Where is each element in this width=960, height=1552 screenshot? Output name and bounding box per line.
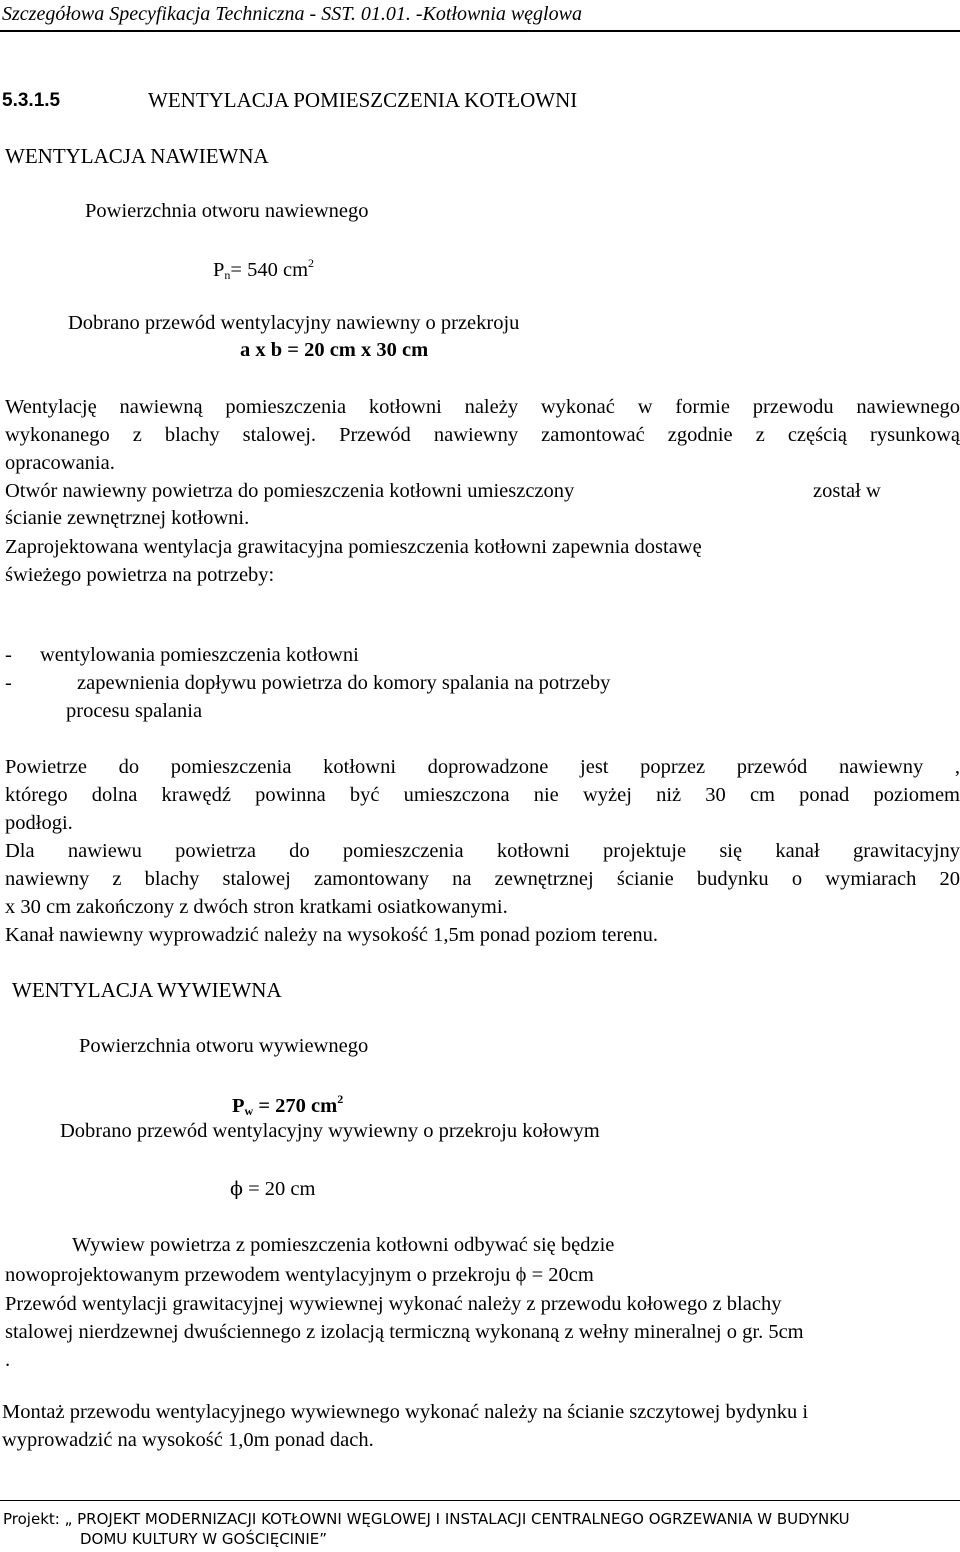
bullet-2-text: zapewnienia dopływu powietrza do komory spalania na potrzeby <box>77 672 611 694</box>
supply-dimensions: a x b = 20 cm x 30 cm <box>240 339 429 361</box>
formula-value: = 540 cm <box>230 259 309 281</box>
supply-p4-line2: którego dolna krawędź powinna być umieszczona nie wyżej niż 30 cm ponad poziomem <box>5 784 960 806</box>
supply-chosen-duct: Dobrano przewód wentylacyjny nawiewny o przekroju <box>68 312 520 334</box>
supply-p2-line1-left: Otwór nawiewny powietrza do pomieszczenia kotłowni umieszczony <box>5 480 575 502</box>
formula-subscript: n <box>224 268 231 282</box>
formula-superscript: 2 <box>308 256 315 270</box>
exhaust-area-label: Powierzchnia otworu wywiewnego <box>79 1035 369 1057</box>
supply-heading: WENTYLACJA NAWIEWNA <box>5 144 269 168</box>
formula-subscript: w <box>244 1104 254 1118</box>
supply-p5-line4: Kanał nawiewny wyprowadzić należy na wysokość 1,5m ponad poziom terenu. <box>5 924 658 946</box>
exhaust-chosen-duct: Dobrano przewód wentylacyjny wywiewny o przekroju kołowym <box>60 1120 600 1142</box>
supply-p5-line3: x 30 cm zakończony z dwóch stron kratkami osiatkowanymi. <box>5 896 508 918</box>
exhaust-p2-line2: stalowej nierdzewnej dwuściennego z izolacją termiczną wykonaną z wełny mineralnej o gr. 5cm <box>5 1321 804 1343</box>
exhaust-p3-line1: Montaż przewodu wentylacyjnego wywiewnego wykonać należy na ścianie szczytowej bydynku i <box>2 1401 809 1423</box>
supply-p4-line1: Powietrze do pomieszczenia kotłowni doprowadzone jest poprzez przewód nawiewny , <box>5 756 960 778</box>
supply-p1-line3: opracowania. <box>5 452 115 474</box>
exhaust-p2-line1: Przewód wentylacji grawitacyjnej wywiewnej wykonać należy z przewodu kołowego z blachy <box>5 1293 782 1315</box>
exhaust-area-formula <box>232 1093 343 1117</box>
exhaust-p2-line3: . <box>5 1349 11 1371</box>
section-number: 5.3.1.5 <box>2 90 61 111</box>
footer-rule <box>0 1500 960 1501</box>
supply-area-label: Powierzchnia otworu nawiewnego <box>85 200 369 222</box>
section-title: WENTYLACJA POMIESZCZENIA KOTŁOWNI <box>148 88 578 112</box>
supply-p5-line2: nawiewny z blachy stalowej zamontowany na zewnętrznej ścianie budynku o wymiarach 20 <box>5 868 960 890</box>
bullet-2-continuation: procesu spalania <box>66 700 203 722</box>
exhaust-p1-line2: nowoprojektowanym przewodem wentylacyjnym o przekroju ϕ = 20cm <box>5 1264 594 1286</box>
bullet-1-dash: - <box>5 644 12 666</box>
exhaust-heading: WENTYLACJA WYWIEWNA <box>12 978 282 1002</box>
supply-p2-line1-right: został w <box>813 480 881 502</box>
diameter-symbol: ϕ <box>230 1178 243 1200</box>
formula-symbol: P <box>232 1095 245 1117</box>
exhaust-p1-line1: Wywiew powietrza z pomieszczenia kotłowni odbywać się będzie <box>72 1234 615 1256</box>
exhaust-p3-line2: wyprowadzić na wysokość 1,0m ponad dach. <box>2 1429 374 1451</box>
supply-p5-line1: Dla nawiewu powietrza do pomieszczenia kotłowni projektuje się kanał grawitacyjny <box>5 840 960 862</box>
supply-p2-line2: ścianie zewnętrznej kotłowni. <box>5 507 250 529</box>
footer-line2: DOMU KULTURY W GOŚCIĘCINIE” <box>80 1530 328 1548</box>
supply-p1-line2: wykonanego z blachy stalowej. Przewód nawiewny zamontować zgodnie z częścią rysunkową <box>5 424 960 446</box>
supply-area-formula <box>213 257 314 281</box>
footer-line1: Projekt: „ PROJEKT MODERNIZACJI KOTŁOWNI WĘGLOWEJ I INSTALACJI CENTRALNEGO OGRZEWANIA W BUDYNKU <box>3 1510 850 1528</box>
supply-p1-line1: Wentylację nawiewną pomieszczenia kotłowni należy wykonać w formie przewodu nawiewnego <box>5 396 960 418</box>
supply-p4-line3: podłogi. <box>5 812 73 834</box>
header-rule <box>0 30 960 32</box>
supply-p3-line2: świeżego powietrza na potrzeby: <box>5 564 275 586</box>
document-header-title: Szczegółowa Specyfikacja Techniczna - SST. 01.01. -Kotłownia węglowa <box>2 3 582 25</box>
formula-value: = 270 cm <box>253 1095 338 1117</box>
formula-superscript: 2 <box>337 1092 344 1106</box>
supply-p3-line1: Zaprojektowana wentylacja grawitacyjna pomieszczenia kotłowni zapewnia dostawę <box>5 536 702 558</box>
formula-symbol: P <box>213 259 225 281</box>
exhaust-diameter <box>230 1179 315 1200</box>
bullet-1-text: wentylowania pomieszczenia kotłowni <box>40 644 359 666</box>
bullet-2-dash: - <box>5 672 12 694</box>
diameter-value: = 20 cm <box>242 1178 316 1200</box>
